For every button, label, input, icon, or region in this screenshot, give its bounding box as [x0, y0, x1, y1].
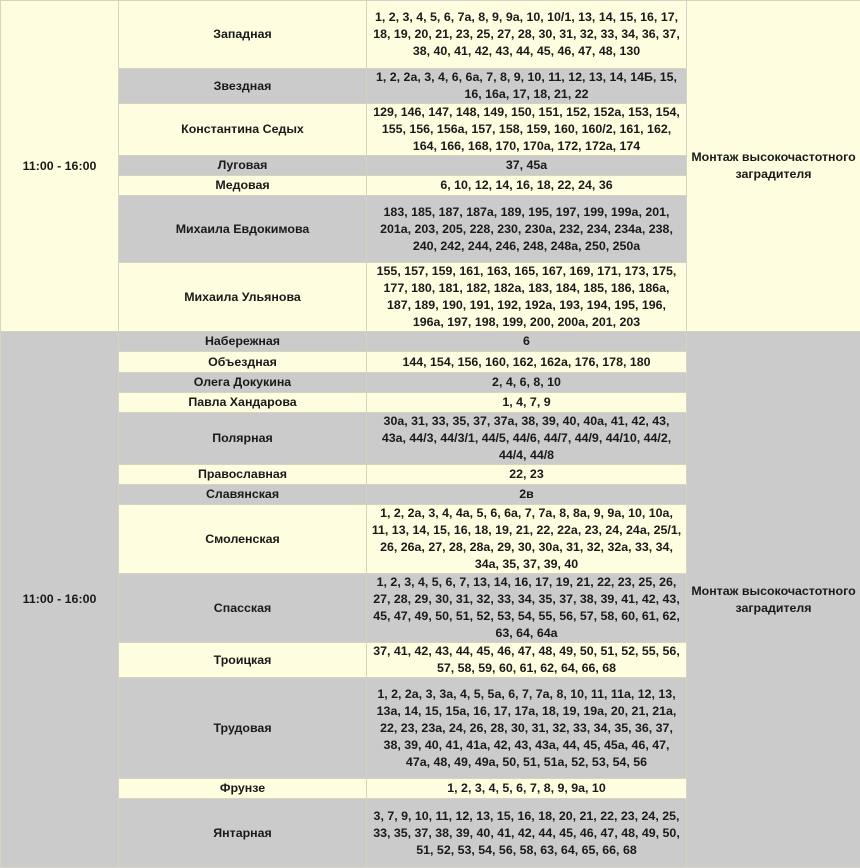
houses-cell: 3, 7, 9, 10, 11, 12, 13, 15, 16, 18, 20, 21, 22, 23, 24, 25, 33, 35, 37, 38, 39, 40, 41, 42, 44, 45, 46, 47, 48, 49, 50, 51, 52, 53, 54, 56, 58, 63, 64, 65, 66, 68 [367, 799, 687, 868]
street-cell: Трудовая [119, 678, 367, 779]
street-cell: Фрунзе [119, 779, 367, 799]
time-cell: 11:00 - 16:00 [1, 332, 119, 868]
street-cell: Луговая [119, 156, 367, 176]
street-cell: Михаила Ульянова [119, 263, 367, 332]
houses-cell: 1, 2, 2а, 3, 4, 4а, 5, 6, 6а, 7, 7а, 8, 8а, 9, 9а, 10, 10а, 11, 13, 14, 15, 16, 18, 19, 21, 22, 22а, 23, 24, 24а, 25/1, 26, 26а, 27, 28, 28а, 29, 30, 30а, 31, 32, 32а, 33, 34, 34а, 35, 37, 39, 40 [367, 505, 687, 574]
street-cell: Спасская [119, 574, 367, 643]
work-type-cell: Монтаж высокочастотного заградителя [687, 332, 860, 868]
houses-cell: 1, 2, 3, 4, 5, 6, 7, 8, 9, 9а, 10 [367, 779, 687, 799]
houses-cell: 2, 4, 6, 8, 10 [367, 373, 687, 393]
houses-cell: 37, 41, 42, 43, 44, 45, 46, 47, 48, 49, 50, 51, 52, 55, 56, 57, 58, 59, 60, 61, 62, 64, 66, 68 [367, 643, 687, 678]
street-cell: Полярная [119, 413, 367, 465]
houses-cell: 1, 2, 2а, 3, 3а, 4, 5, 5а, 6, 7, 7а, 8, 10, 11, 11а, 12, 13, 13а, 14, 15, 15а, 16, 17, 17а, 18, 19, 19а, 20, 21, 21а, 22, 23, 23а, 24, 26, 28, 30, 31, 32, 33, 34, 35, 36, 37, 38, 39, 40, 41, 41а, 42, 43, 43а, 44, 45, 45а, 46, 47, 47а, 48, 49, 49а, 50, 51, 51а, 52, 53, 54, 56 [367, 678, 687, 779]
houses-cell: 155, 157, 159, 161, 163, 165, 167, 169, 171, 173, 175, 177, 180, 181, 182, 182а, 183, 184, 185, 186, 186а, 187, 189, 190, 191, 192, 192а, 193, 194, 195, 196, 196а, 197, 198, 199, 200, 200а, 201, 203 [367, 263, 687, 332]
street-cell: Янтарная [119, 799, 367, 868]
houses-cell: 2в [367, 485, 687, 505]
street-cell: Западная [119, 1, 367, 69]
houses-cell: 6, 10, 12, 14, 16, 18, 22, 24, 36 [367, 176, 687, 196]
street-cell: Набережная [119, 332, 367, 352]
houses-cell: 22, 23 [367, 465, 687, 485]
street-cell: Константина Седых [119, 104, 367, 156]
table-row [1, 1, 860, 69]
work-type-cell: Монтаж высокочастотного заградителя [687, 1, 860, 332]
houses-cell: 129, 146, 147, 148, 149, 150, 151, 152, 152а, 153, 154, 155, 156, 156а, 157, 158, 159, 160, 160/2, 161, 162, 164, 166, 168, 170, 170а, 172, 172а, 174 [367, 104, 687, 156]
houses-cell: 183, 185, 187, 187а, 189, 195, 197, 199, 199а, 201, 201а, 203, 205, 228, 230, 230а, 232, 234, 234а, 238, 240, 242, 244, 246, 248, 248а, 250, 250а [367, 196, 687, 263]
houses-cell: 1, 2, 2а, 3, 4, 6, 6а, 7, 8, 9, 10, 11, 12, 13, 14, 14Б, 15, 16, 16а, 17, 18, 21, 22 [367, 69, 687, 104]
houses-cell: 144, 154, 156, 160, 162, 162а, 176, 178, 180 [367, 352, 687, 373]
houses-cell: 6 [367, 332, 687, 352]
schedule-body [1, 1, 860, 868]
houses-cell: 37, 45а [367, 156, 687, 176]
street-cell: Олега Докукина [119, 373, 367, 393]
table-row [1, 332, 860, 352]
street-cell: Медовая [119, 176, 367, 196]
street-cell: Объездная [119, 352, 367, 373]
houses-cell: 1, 2, 3, 4, 5, 6, 7а, 8, 9, 9а, 10, 10/1, 13, 14, 15, 16, 17, 18, 19, 20, 21, 23, 25, 27, 28, 30, 31, 32, 33, 34, 36, 37, 38, 40, 41, 42, 43, 44, 45, 46, 47, 48, 130 [367, 1, 687, 69]
houses-cell: 1, 4, 7, 9 [367, 393, 687, 413]
houses-cell: 30а, 31, 33, 35, 37, 37а, 38, 39, 40, 40а, 41, 42, 43, 43а, 44/3, 44/3/1, 44/5, 44/6, 44/7, 44/9, 44/10, 44/2, 44/4, 44/8 [367, 413, 687, 465]
street-cell: Смоленская [119, 505, 367, 574]
street-cell: Славянская [119, 485, 367, 505]
time-cell: 11:00 - 16:00 [1, 1, 119, 332]
houses-cell: 1, 2, 3, 4, 5, 6, 7, 13, 14, 16, 17, 19, 21, 22, 23, 25, 26, 27, 28, 29, 30, 31, 32, 33, 34, 35, 37, 38, 39, 41, 42, 43, 45, 47, 49, 50, 51, 52, 53, 54, 55, 56, 57, 58, 60, 61, 62, 63, 64, 64а [367, 574, 687, 643]
street-cell: Троицкая [119, 643, 367, 678]
street-cell: Павла Хандарова [119, 393, 367, 413]
street-cell: Михаила Евдокимова [119, 196, 367, 263]
street-cell: Звездная [119, 69, 367, 104]
street-cell: Православная [119, 465, 367, 485]
